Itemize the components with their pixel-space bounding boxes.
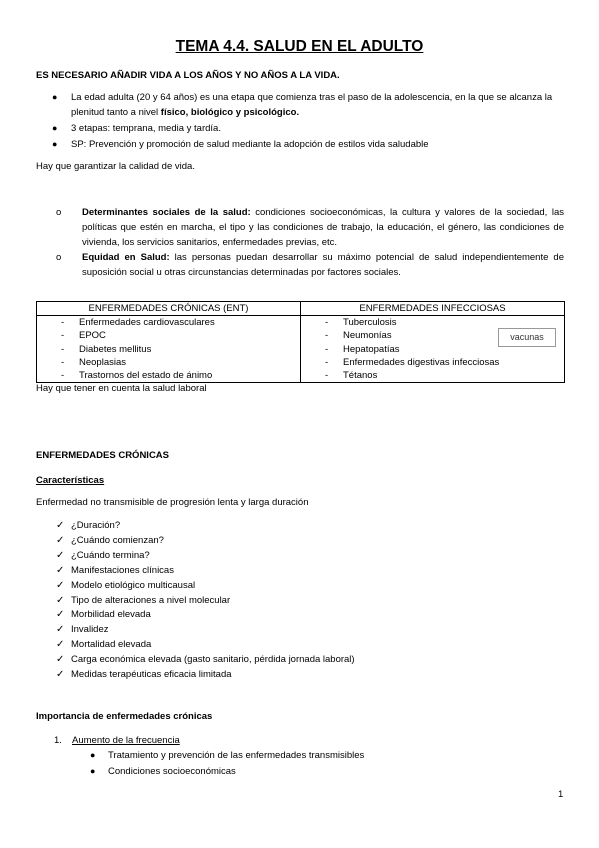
infectious-cell	[301, 316, 565, 383]
table-row: - Enfermedades cardiovasculares	[61, 317, 215, 328]
table-row: - Diabetes mellitus	[61, 343, 152, 355]
list-item: ✓ Manifestaciones clínicas	[36, 564, 355, 579]
list-item: ✓ ¿Duración?	[36, 519, 355, 534]
checkmark-icon: ✓	[56, 609, 65, 621]
diseases-table	[36, 301, 565, 383]
checkmark-icon: ✓	[56, 654, 65, 666]
list-item: ✓ Invalidez	[36, 623, 355, 638]
checkmark-icon: ✓	[56, 549, 65, 561]
importance-sub-list	[36, 748, 364, 779]
list-item: o Determinantes sociales de la salud: condiciones socioeconómicas, la cultura y valores de la sociedad, las políticas que estén en marcha, el tipo y las condiciones de trabajo, la educación, el género, las condiciones de vivienda, los servicios sanitarios, enfermedades previas, etc.	[56, 207, 564, 248]
chronic-cell	[37, 316, 301, 383]
table-header-chronic: ENFERMEDADES CRÓNICAS (ENT)	[37, 302, 301, 316]
slogan-heading: ES NECESARIO AÑADIR VIDA A LOS AÑOS Y NO AÑOS A LA VIDA.	[36, 70, 340, 81]
checkmark-icon: ✓	[56, 534, 65, 546]
table-row: - EPOC	[61, 330, 106, 342]
table-row: - Hepatopatías	[325, 343, 400, 355]
table-row: - Neumonías	[325, 330, 392, 342]
quality-note: Hay que garantizar la calidad de vida.	[36, 161, 195, 172]
checkmark-icon: ✓	[56, 594, 65, 606]
bullet-icon: ●	[52, 92, 58, 102]
checkmark-icon: ✓	[56, 520, 65, 531]
list-item: ✓ Mortalidad elevada	[36, 638, 355, 653]
list-item: ● 3 etapas: temprana, media y tardía.	[52, 123, 221, 134]
characteristics-list	[36, 519, 355, 683]
page-number: 1	[558, 789, 564, 800]
checkmark-icon: ✓	[56, 669, 65, 681]
list-item: ✓ ¿Cuándo termina?	[36, 549, 355, 564]
list-item: ✓ Morbilidad elevada	[36, 608, 355, 623]
circle-bullet-icon: o	[56, 252, 62, 263]
list-item: ✓ ¿Cuándo comienzan?	[36, 534, 355, 549]
chronic-heading: ENFERMEDADES CRÓNICAS	[36, 450, 170, 461]
bullet-icon: ●	[52, 139, 58, 149]
characteristics-heading: Características	[36, 475, 105, 486]
table-row: - Neoplasias	[61, 356, 126, 368]
bullet-icon: ●	[90, 750, 96, 760]
list-item: o Equidad en Salud: las personas puedan desarrollar su máximo potencial de salud independientemente de suposición social u otras circunstancias determinadas por factores sociales.	[56, 252, 564, 278]
table-row: - Trastornos del estado de ánimo	[61, 370, 213, 382]
list-item: ✓ Medidas terapéuticas eficacia limitada	[36, 668, 355, 683]
determinants-list	[36, 205, 564, 280]
importance-heading: Importancia de enfermedades crónicas	[36, 711, 213, 722]
bullet-icon: ●	[52, 123, 58, 133]
labor-note: Hay que tener en cuenta la salud laboral	[36, 383, 207, 394]
definition-text: Enfermedad no transmisible de progresión lenta y larga duración	[36, 497, 309, 508]
importance-list	[36, 733, 364, 779]
table-row: - Tuberculosis	[325, 317, 397, 328]
checkmark-icon: ✓	[56, 564, 65, 576]
page-title: TEMA 4.4. SALUD EN EL ADULTO	[175, 38, 424, 55]
checkmark-icon: ✓	[56, 639, 65, 651]
table-row: - Enfermedades digestivas infecciosas	[325, 356, 500, 368]
checkmark-icon: ✓	[56, 624, 65, 636]
list-item: 1. Aumento de la frecuencia	[54, 735, 180, 746]
circle-bullet-icon: o	[56, 207, 62, 218]
table-header-infectious: ENFERMEDADES INFECCIOSAS	[301, 302, 565, 316]
list-item: ✓ Modelo etiológico multicausal	[36, 579, 355, 594]
checkmark-icon: ✓	[56, 579, 65, 591]
list-item: ✓ Carga económica elevada (gasto sanitario, pérdida jornada laboral)	[36, 653, 355, 668]
bullet-icon: ●	[90, 765, 96, 776]
list-item: ● Condiciones socioeconómicas	[36, 764, 364, 780]
list-item: ✓ Tipo de alteraciones a nivel molecular	[36, 594, 355, 609]
list-item: ● SP: Prevención y promoción de salud mediante la adopción de estilos vida saludable	[52, 139, 429, 150]
list-item: ● Tratamiento y prevención de las enfermedades transmisibles	[36, 748, 364, 764]
table-row: - Tétanos	[325, 370, 378, 382]
vacunas-label-box: vacunas	[498, 328, 556, 347]
list-item: ● La edad adulta (20 y 64 años) es una etapa que comienza tras el paso de la adolescencia, en la que se alcanza la plenitud tanto a nivel físico, biológico y psicológico.	[52, 92, 553, 118]
intro-bullet-list	[36, 90, 566, 153]
